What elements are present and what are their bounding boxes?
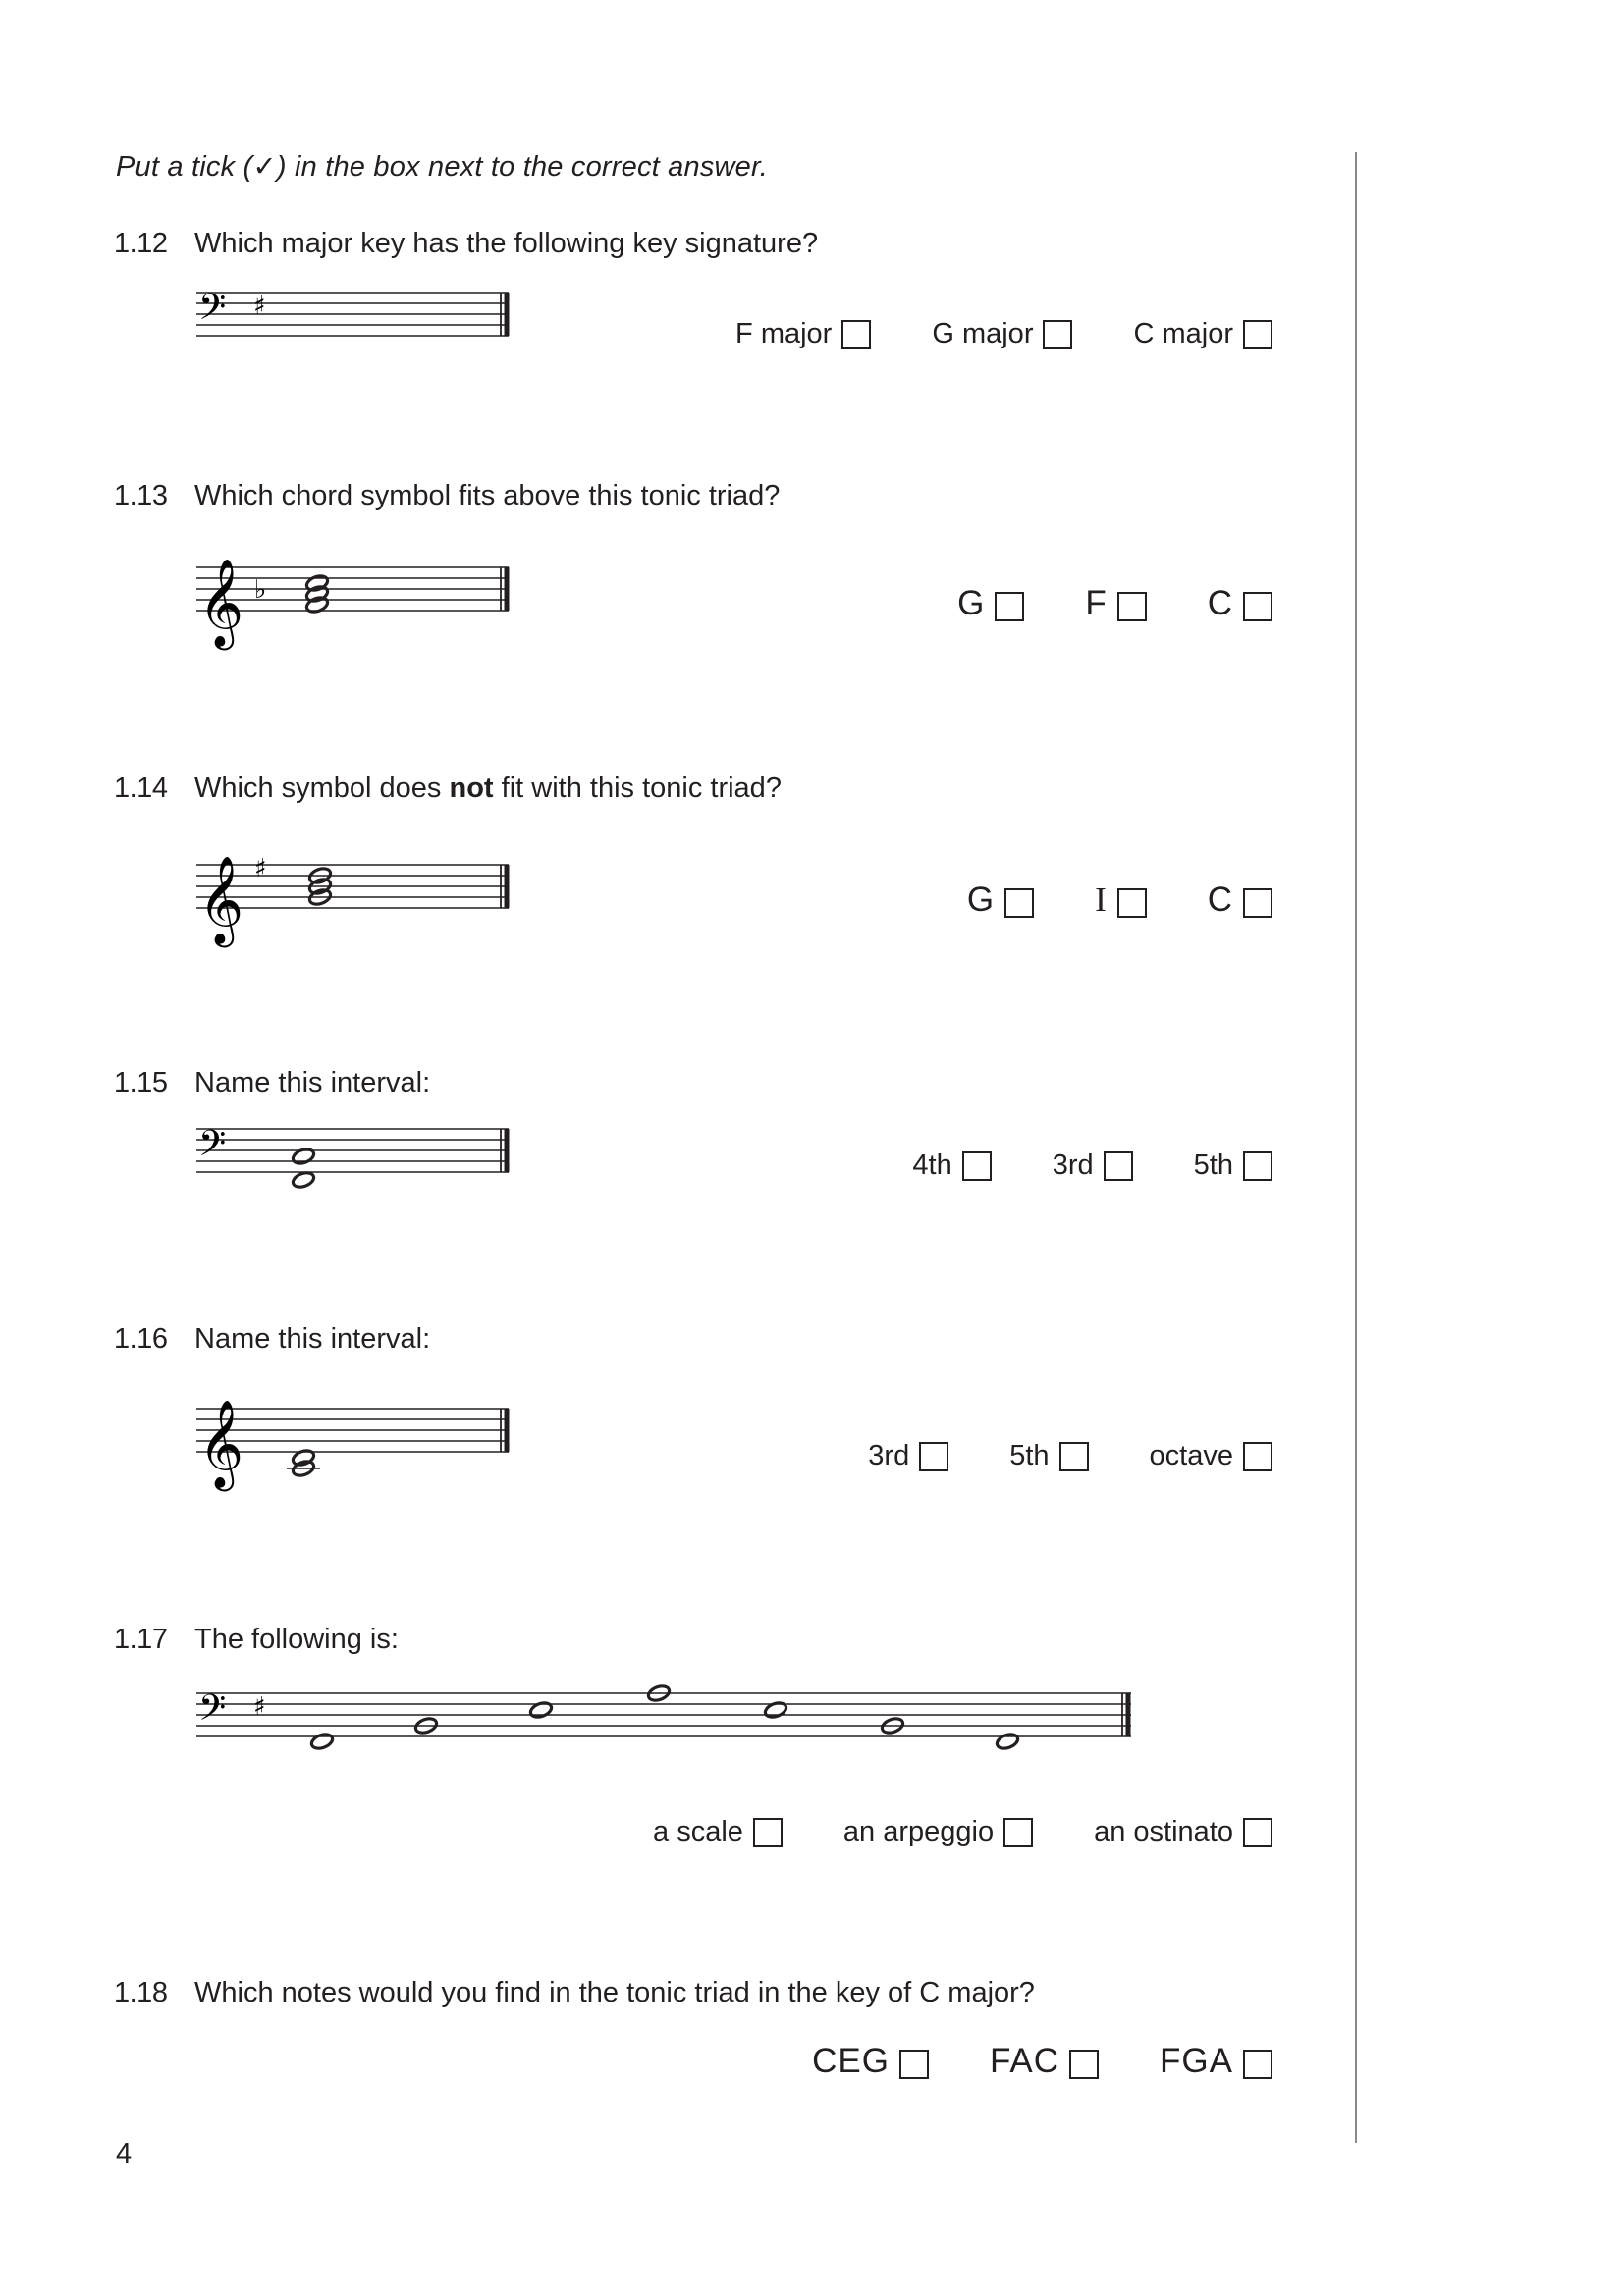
option-label: CEG <box>812 2042 890 2080</box>
option-label: C <box>1207 881 1233 919</box>
treble-clef-icon: 𝄞 <box>198 559 244 647</box>
treble-clef-icon: 𝄞 <box>198 1400 244 1488</box>
chord-notes <box>304 573 329 614</box>
question-text: Which chord symbol fits above this tonic triad? <box>194 480 781 511</box>
option-label: F <box>1085 584 1108 622</box>
option-label: G major <box>932 318 1034 349</box>
option-label: 3rd <box>868 1440 910 1471</box>
sharp-icon: ♯ <box>254 854 267 883</box>
note-g2 <box>309 1732 334 1751</box>
question-text: Which notes would you find in the tonic triad in the key of C major? <box>194 1977 1035 2008</box>
staff-q14 <box>196 854 509 948</box>
option-label: F major <box>735 318 833 349</box>
option-label: G <box>966 881 996 919</box>
staff-q13 <box>196 559 509 651</box>
bass-clef-icon: 𝄢 <box>198 1123 227 1173</box>
bass-clef-icon: 𝄢 <box>198 287 227 337</box>
sharp-icon: ♯ <box>253 1692 266 1722</box>
option-label: C <box>1207 584 1233 622</box>
question-number: 1.13 <box>114 480 168 511</box>
note-g2 <box>995 1732 1019 1751</box>
option-label: 5th <box>1009 1440 1050 1471</box>
question-text-end: fit with this tonic triad? <box>501 773 782 804</box>
question-text-start: Which symbol does <box>194 773 442 804</box>
sharp-icon: ♯ <box>253 292 266 321</box>
option-label: octave <box>1149 1440 1233 1471</box>
question-number: 1.16 <box>114 1323 168 1355</box>
option-label: FAC <box>989 2042 1060 2080</box>
question-text: Name this interval: <box>194 1067 431 1098</box>
question-number: 1.12 <box>114 228 168 259</box>
option-label: G <box>957 584 986 622</box>
bass-clef-icon: 𝄢 <box>198 1687 227 1737</box>
question-text: Which major key has the following key signature? <box>194 228 819 259</box>
instruction-text: Put a tick (✓) in the box next to the correct answer. <box>116 151 769 183</box>
option-label: C major <box>1133 318 1233 349</box>
flat-icon: ♭ <box>254 575 267 605</box>
question-text: The following is: <box>194 1624 399 1655</box>
staff-q15 <box>196 1123 509 1190</box>
option-label: an ostinato <box>1094 1816 1233 1847</box>
option-label: an arpeggio <box>842 1816 995 1847</box>
note-e3 <box>291 1147 315 1166</box>
staff-q17 <box>196 1683 1131 1751</box>
question-number: 1.14 <box>114 773 168 804</box>
question-text: Name this interval: <box>194 1323 431 1355</box>
question-number: 1.17 <box>114 1624 168 1655</box>
note-c3 <box>291 1170 315 1190</box>
page-number: 4 <box>116 2138 133 2169</box>
option-label: 4th <box>912 1149 952 1181</box>
note-d3 <box>528 1700 553 1720</box>
question-text-emphasis: not <box>449 773 494 804</box>
option-label: FGA <box>1160 2042 1233 2080</box>
option-label: a scale <box>653 1816 743 1847</box>
staff-q16 <box>196 1400 509 1492</box>
option-label: I <box>1095 881 1108 919</box>
note-d3 <box>763 1700 787 1720</box>
option-label: 5th <box>1193 1149 1233 1181</box>
treble-clef-icon: 𝄞 <box>198 856 244 944</box>
question-number: 1.18 <box>114 1977 168 2008</box>
option-label: 3rd <box>1052 1149 1094 1181</box>
question-number: 1.15 <box>114 1067 168 1098</box>
staff-q12 <box>196 287 509 337</box>
interval-notes <box>291 1147 315 1190</box>
